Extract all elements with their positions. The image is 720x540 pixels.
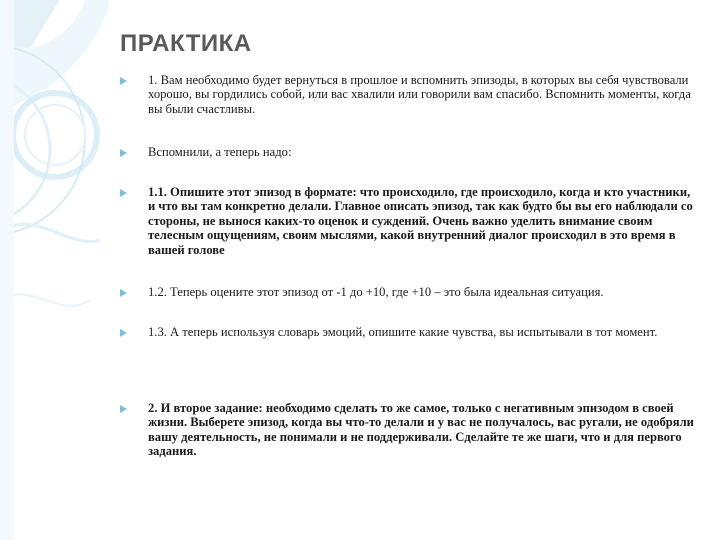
list-item-text: 1.1. Опишите этот эпизод в формате: что происходило, где происходило, когда и кто участники, и что вы там конкретно делали. Главное описать эпизод, так как будто бы вы его наблюдали со стороны, не вынося каких-то оценок и суждений. Очень важно уделить внимание своим телесным ощущениям, своим мыслями, какой внутренний диалог происходил в это время в вашей голове [148, 185, 693, 257]
list-item [120, 73, 695, 116]
bullet-icon [120, 189, 127, 197]
list-item [120, 325, 695, 339]
bullet-icon [120, 289, 127, 297]
list-item-text: 2. И второе задание: необходимо сделать то же самое, только с негативным эпизодом в своей жизни. Выберете эпизод, когда вы что-то делали и у вас не получалось, вас ругали, не одобряли вашу деятельность, не понимали и не поддерживали. Сделайте те же шаги, что и для первого задания. [148, 401, 694, 459]
list-item-text: 1.2. Теперь оцените этот эпизод от -1 до +10, где +10 – это была идеальная ситуация. [148, 285, 604, 299]
list-item-text: 1. Вам необходимо будет вернуться в прошлое и вспомнить эпизоды, в которых вы себя чувствовали хорошо, вы гордились собой, или вас хвалили или говорили вам спасибо. Вспомнить моменты, когда вы были счастливы. [148, 73, 691, 116]
list-item [120, 145, 695, 159]
decorative-background-swirl [0, 0, 110, 540]
page-title: ПРАКТИКА [120, 30, 252, 57]
list-item [120, 401, 695, 459]
list-item [120, 285, 695, 299]
list-item-text: 1.3. А теперь используя словарь эмоций, опишите какие чувства, вы испытывали в тот момент. [148, 325, 658, 339]
list-item [120, 185, 695, 257]
bullet-icon [120, 405, 127, 413]
bullet-icon [120, 329, 127, 337]
list-item-text: Вспомнили, а теперь надо: [148, 145, 292, 159]
bullet-icon [120, 149, 127, 157]
bullet-icon [120, 77, 127, 85]
